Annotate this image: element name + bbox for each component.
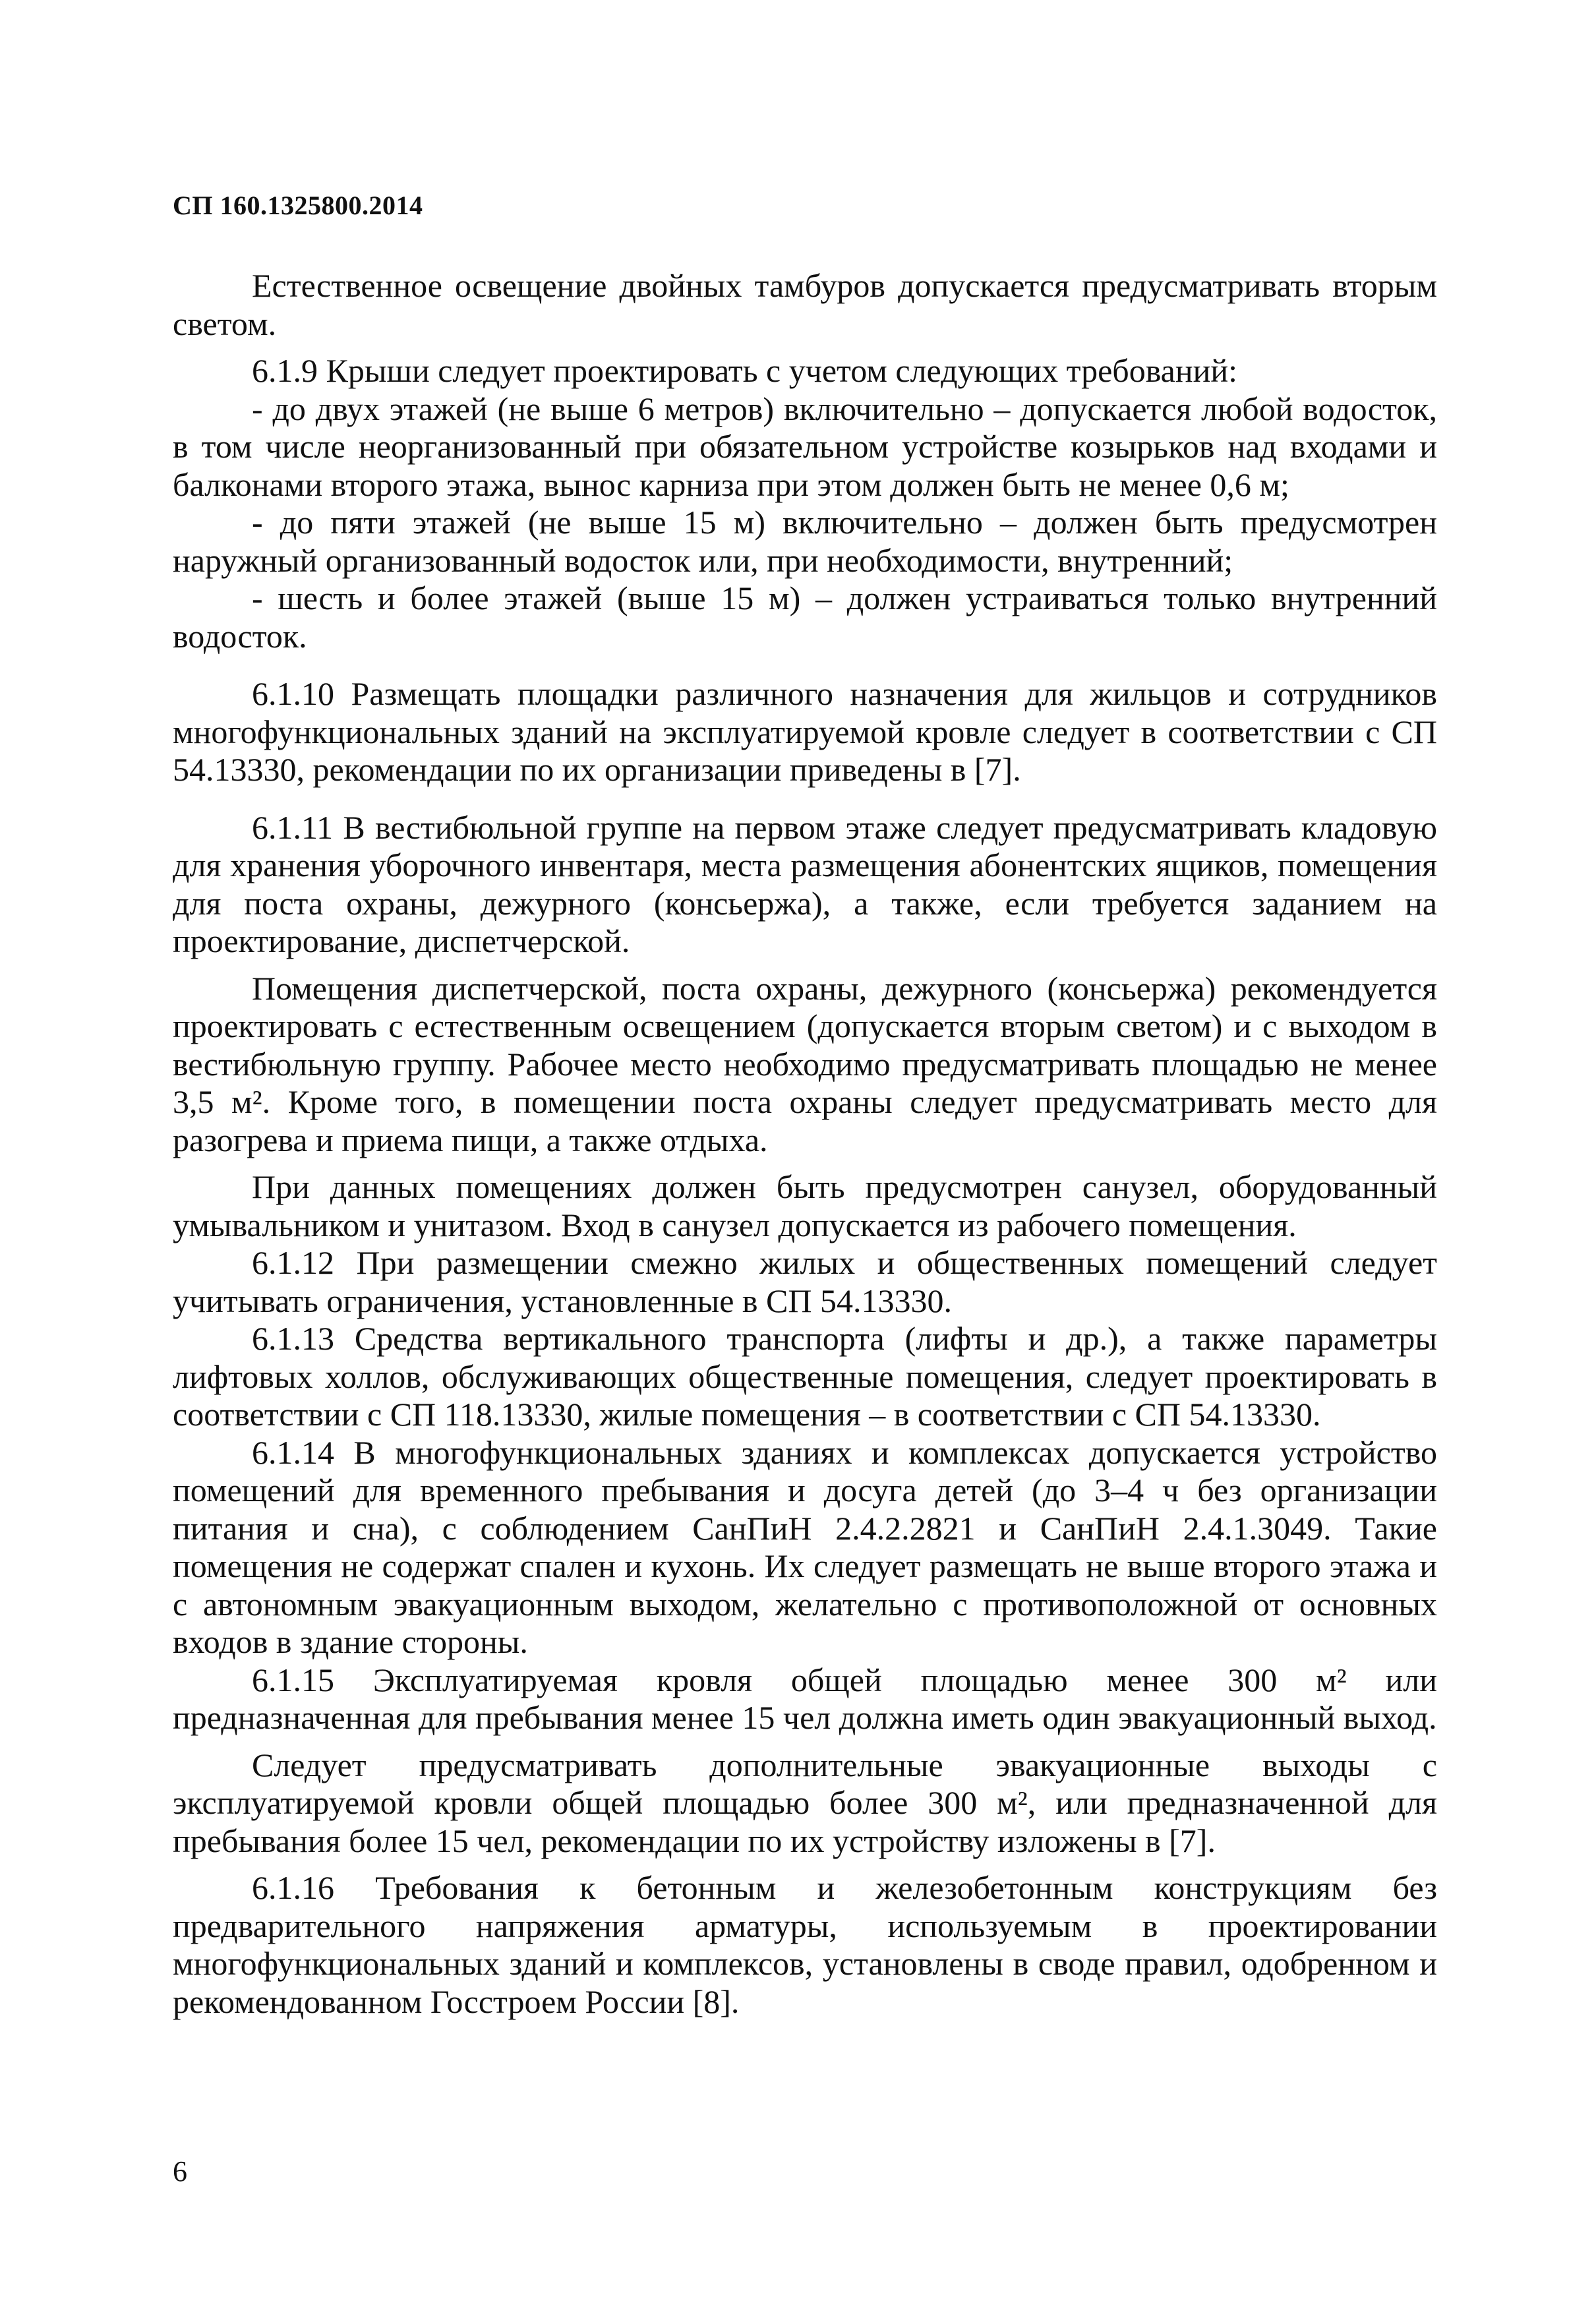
list-item-roof-six-floors: - шесть и более этажей (выше 15 м) – должен устраиваться только внутренний водосток.: [173, 580, 1437, 655]
paragraph-6-1-12: 6.1.12 При размещении смежно жилых и общественных помещений следует учитывать ограничения, установленные в СП 54.13330.: [173, 1244, 1437, 1319]
paragraph-6-1-11: 6.1.11 В вестибюльной группе на первом этаже следует предусматривать кладовую для хранения уборочного инвентаря, места размещения абонентских ящиков, помещения для поста охраны, дежурного (консьержа), а также, если требуется заданием на проектирование, диспетчерской.: [173, 808, 1437, 959]
document-body: [173, 267, 1437, 2021]
list-item-roof-five-floors: - до пяти этажей (не выше 15 м) включительно – должен быть предусмотрен наружный организованный водосток или, при необходимости, внутренний;: [173, 504, 1437, 579]
paragraph-bathroom: При данных помещениях должен быть предусмотрен санузел, оборудованный умывальником и унитазом. Вход в санузел допускается из рабочего помещения.: [173, 1168, 1437, 1243]
paragraph-6-1-13: 6.1.13 Средства вертикального транспорта (лифты и др.), а также параметры лифтовых холлов, обслуживающих общественные помещения, следует проектировать в соответствии с СП 118.13330, жилые помещения – в соответствии с СП 54.13330.: [173, 1320, 1437, 1433]
page-number: 6: [173, 2155, 187, 2188]
paragraph-6-1-15: 6.1.15 Эксплуатируемая кровля общей площадью менее 300 м² или предназначенная для пребывания менее 15 чел должна иметь один эвакуационный выход.: [173, 1661, 1437, 1736]
paragraph-natural-lighting: Естественное освещение двойных тамбуров допускается предусматривать вторым светом.: [173, 267, 1437, 342]
document-code-header: СП 160.1325800.2014: [173, 191, 423, 220]
list-item-roof-two-floors: - до двух этажей (не выше 6 метров) включительно – допускается любой водосток, в том числе неорганизованный при обязательном устройстве козырьков над входами и балконами второго этажа, вынос карниза при этом должен быть не менее 0,6 м;: [173, 390, 1437, 503]
paragraph-6-1-9: 6.1.9 Крыши следует проектировать с учетом следующих требований:: [252, 352, 1238, 389]
paragraph-6-1-10: 6.1.10 Размещать площадки различного назначения для жильцов и сотрудников многофункциональных зданий на эксплуатируемой кровле следует в соответствии с СП 54.13330, рекомендации по их организации приведены в [7].: [173, 675, 1437, 788]
paragraph-dispatcher-rooms: Помещения диспетчерской, поста охраны, дежурного (консьержа) рекомендуется проектировать с естественным освещением (допускается вторым светом) и с выходом в вестибюльную группу. Рабочее место необходимо предусматривать площадью не менее 3,5 м². Кроме того, в помещении поста охраны следует предусматривать место для разогрева и приема пищи, а также отдыха.: [173, 969, 1437, 1158]
paragraph-6-1-16: 6.1.16 Требования к бетонным и железобетонным конструкциям без предварительного напряжения арматуры, используемым в проектировании многофункциональных зданий и комплексов, установлены в своде правил, одобренном и рекомендованном Госстроем России [8].: [173, 1869, 1437, 2020]
paragraph-6-1-14: 6.1.14 В многофункциональных зданиях и комплексах допускается устройство помещений для временного пребывания и досуга детей (до 3–4 ч без организации питания и сна), с соблюдением СанПиН 2.4.2.2821 и СанПиН 2.4.1.3049. Такие помещения не содержат спален и кухонь. Их следует размещать не выше второго этажа и с автономным эвакуационным выходом, желательно с противоположной от основных входов в здание стороны.: [173, 1433, 1437, 1660]
paragraph-evacuation-exits: Следует предусматривать дополнительные эвакуационные выходы с эксплуатируемой кровли общей площадью более 300 м², или предназначенной для пребывания более 15 чел, рекомендации по их устройству изложены в [7].: [173, 1746, 1437, 1859]
